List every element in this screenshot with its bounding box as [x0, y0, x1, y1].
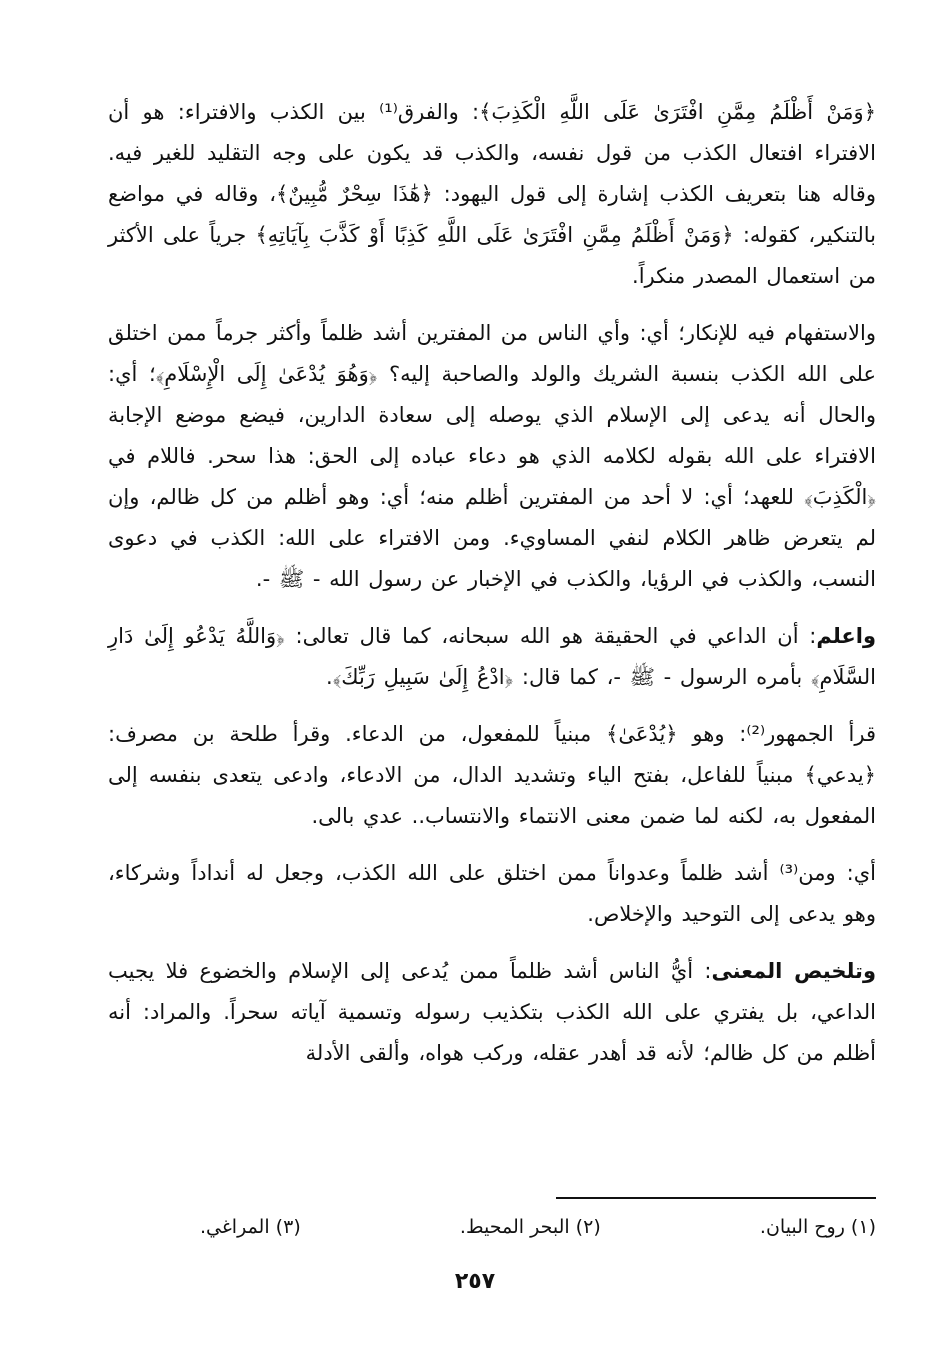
paragraph-5 — [108, 853, 876, 935]
footnote-divider — [556, 1197, 876, 1199]
paragraph-4-text: قرأ الجمهور⁽²⁾: وهو ﴿يُدْعَىٰ﴾ مبنياً للمفعول، من الدعاء. وقرأ طلحة بن مصرف: ﴿يدعي﴾ مبنياً للفاعل، بفتح الياء وتشديد الدال، من الادعاء، وادعى يتعدى بنفسه إلى المفعول به، لكنه لما ضمن معنى الانتماء والانتساب.. عدي بالى. — [108, 722, 876, 828]
paragraph-2-text: والاستفهام فيه للإنكار؛ أي: وأي الناس من المفترين أشد ظلماً وأكثر جرماً ممن اختلق على الله الكذب بنسبة الشريك والولد والصاحبة إليه؟ ﴿وَهُوَ يُدْعَىٰ إِلَى الْإِسْلَامِ﴾؛ أي: والحال أنه يدعى إلى الإسلام الذي يوصله إلى سعادة الدارين، فيضع موضع الإجابة الافتراء على الله بقوله لكلامه الذي هو دعاء عباده إلى الحق: هذا سحر. فاللام في ﴿الْكَذِبَ﴾ للعهد؛ أي: لا أحد من المفترين أظلم منه؛ أي: وهو أظلم من كل ظالم، وإن لم يتعرض ظاهر الكلام لنفي المساويء. ومن الافتراء على الله: الكذب في دعوى النسب، والكذب في الرؤيا، والكذب في الإخبار عن رسول الله - ﷺ -. — [108, 321, 876, 591]
paragraph-5-text: أي: ومن⁽³⁾ أشد ظلماً وعدواناً ممن اختلق على الله الكذب، وجعل له أنداداً وشركاء، وهو يدعى إلى التوحيد والإخلاص. — [108, 861, 876, 926]
footnote-3: (٣) المراغي. — [200, 1216, 301, 1238]
paragraph-4 — [108, 714, 876, 837]
paragraph-2 — [108, 313, 876, 600]
paragraph-6 — [108, 951, 876, 1074]
page-body — [108, 92, 876, 1090]
page-number: ٢٥٧ — [454, 1269, 496, 1294]
paragraph-1-text: ﴿وَمَنْ أَظْلَمُ مِمَّنِ افْتَرَىٰ عَلَى اللَّهِ الْكَذِبَ﴾: والفرق⁽¹⁾ بين الكذب والافتراء: هو أن الافتراء افتعال الكذب من قول نفسه، والكذب قد يكون على وجه التقليد للغير فيه. وقاله هنا بتعريف الكذب إشارة إلى قول اليهود: ﴿هَٰذَا سِحْرٌ مُّبِينٌ﴾، وقاله في مواضع بالتنكير، كقوله: ﴿وَمَنْ أَظْلَمُ مِمَّنِ افْتَرَىٰ عَلَى اللَّهِ كَذِبًا أَوْ كَذَّبَ بِآيَاتِهِ﴾ جرياً على الأكثر من استعمال المصدر منكراً. — [108, 100, 876, 288]
paragraph-6-text: : أيُّ الناس أشد ظلماً ممن يُدعى إلى الإسلام والخضوع فلا يجيب الداعي، بل يفتري على الله الكذب بتكذيب رسوله وتسمية آياته سحراً. والمراد: أنه أظلم من كل ظالم؛ لأنه قد أهدر عقله، وركب هواه، وألقى الأدلة — [108, 959, 876, 1065]
footnote-2: (٢) البحر المحيط. — [459, 1216, 601, 1238]
paragraph-3-lead: واعلم — [816, 624, 876, 648]
footnote-1: (١) روح البيان. — [759, 1216, 876, 1238]
paragraph-3 — [108, 616, 876, 698]
paragraph-6-lead: وتلخيص المعنى — [711, 959, 876, 983]
paragraph-1 — [108, 92, 876, 297]
paragraph-3-text: : أن الداعي في الحقيقة هو الله سبحانه، كما قال تعالى: ﴿وَاللَّهُ يَدْعُو إِلَىٰ دَارِ السَّلَامِ﴾ بأمره الرسول - ﷺ -، كما قال: ﴿ادْعُ إِلَىٰ سَبِيلِ رَبِّكَ﴾. — [108, 624, 876, 689]
footnotes — [200, 1210, 876, 1244]
